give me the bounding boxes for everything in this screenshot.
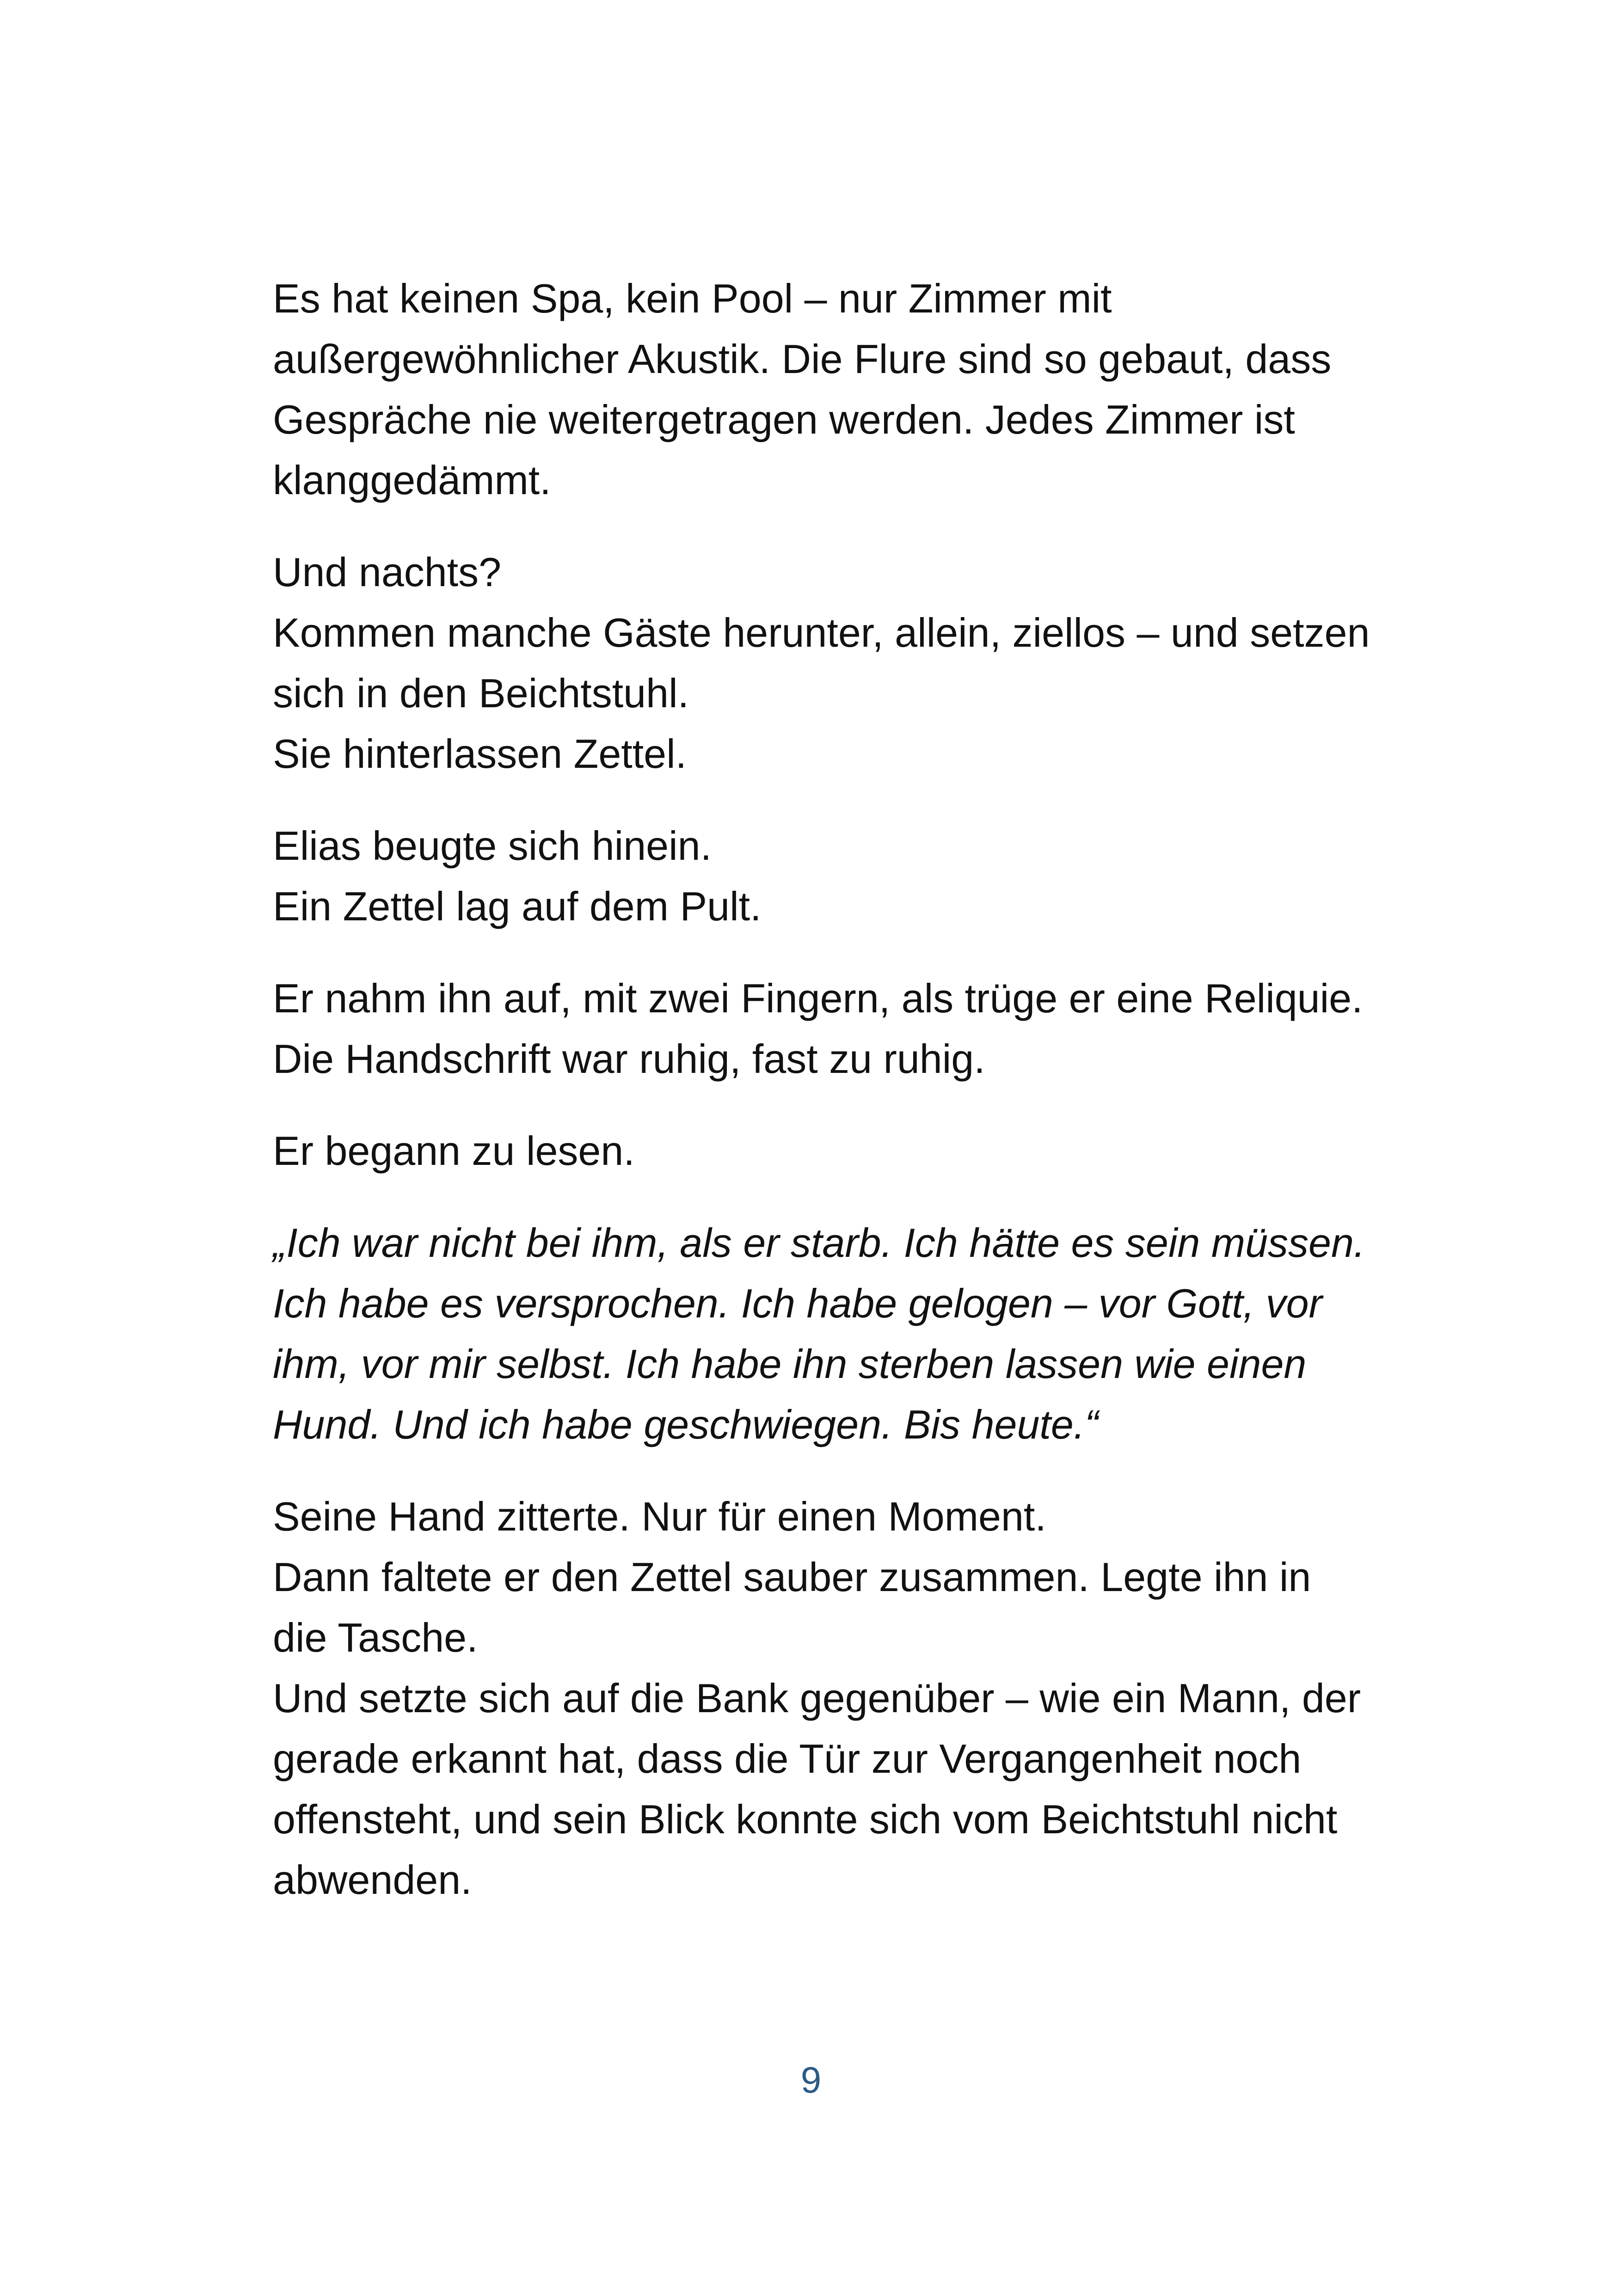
text-line: Kommen manche Gäste herunter, allein, ziellos – und setzen: [273, 610, 1370, 655]
text-line: Ein Zettel lag auf dem Pult.: [273, 883, 762, 929]
text-line: Seine Hand zitterte. Nur für einen Moment.: [273, 1494, 1046, 1539]
text-line: Es hat keinen Spa, kein Pool – nur Zimmer mit: [273, 276, 1112, 321]
text-line: offensteht, und sein Blick konnte sich vom Beichtstuhl nicht: [273, 1796, 1338, 1842]
text-line: sich in den Beichtstuhl.: [273, 670, 689, 716]
paragraph-1: [273, 268, 1429, 510]
paragraph-7: [273, 1486, 1429, 1910]
text-line: außergewöhnlicher Akustik. Die Flure sind so gebaut, dass: [273, 336, 1332, 382]
text-line: gerade erkannt hat, dass die Tür zur Vergangenheit noch: [273, 1736, 1302, 1782]
text-line: klanggedämmt.: [273, 457, 551, 503]
page-number: 9: [800, 2059, 822, 2100]
body-text: [273, 268, 1429, 1941]
text-line: Elias beugte sich hinein.: [273, 823, 712, 869]
text-line: Ich habe es versprochen. Ich habe gelogen – vor Gott, vor: [273, 1280, 1322, 1326]
text-line: die Tasche.: [273, 1615, 478, 1660]
text-line: ihm, vor mir selbst. Ich habe ihn sterben lassen wie einen: [273, 1341, 1307, 1387]
text-line: Und setzte sich auf die Bank gegenüber – wie ein Mann, der: [273, 1675, 1361, 1721]
text-line: „Ich war nicht bei ihm, als er starb. Ich hätte es sein müssen.: [273, 1220, 1365, 1266]
quoted-note: [273, 1212, 1429, 1455]
paragraph-5: [273, 1120, 1429, 1181]
text-line: Die Handschrift war ruhig, fast zu ruhig.: [273, 1036, 985, 1082]
text-line: Er nahm ihn auf, mit zwei Fingern, als trüge er eine Reliquie.: [273, 975, 1363, 1021]
text-line: Sie hinterlassen Zettel.: [273, 731, 687, 777]
text-line: Hund. Und ich habe geschwiegen. Bis heute.“: [273, 1402, 1099, 1447]
paragraph-4: [273, 968, 1429, 1089]
text-line: Er begann zu lesen.: [273, 1128, 635, 1174]
paragraph-3: [273, 815, 1429, 937]
text-line: abwenden.: [273, 1857, 472, 1903]
text-line: Dann faltete er den Zettel sauber zusammen. Legte ihn in: [273, 1554, 1311, 1600]
paragraph-2: [273, 542, 1429, 784]
text-line: Und nachts?: [273, 549, 502, 595]
text-line: Gespräche nie weitergetragen werden. Jedes Zimmer ist: [273, 397, 1295, 442]
